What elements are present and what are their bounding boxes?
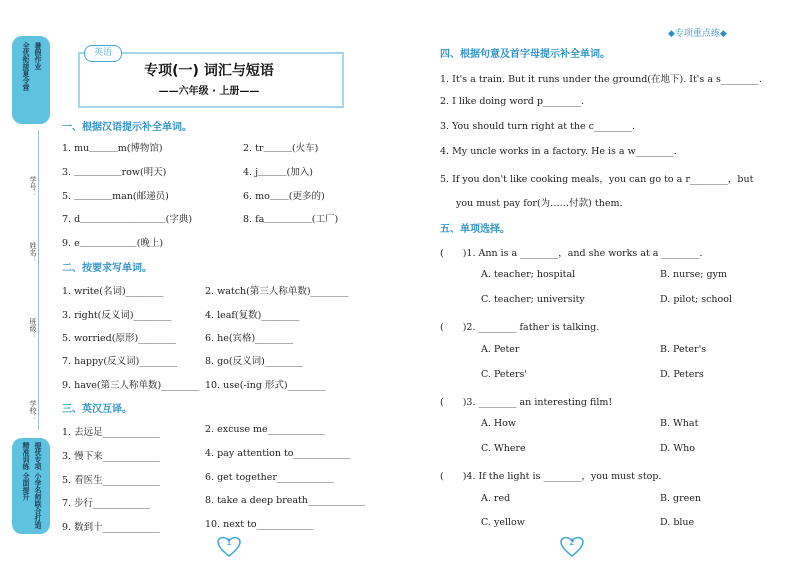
section-3-title: 三、英汉互译。 bbox=[62, 404, 132, 415]
option: C. yellow bbox=[481, 517, 525, 528]
option: C. Peters' bbox=[481, 369, 528, 380]
page-subtitle: ——六年级 · 上册—— bbox=[158, 86, 260, 97]
s4-item: 3. You should turn right at the c________. bbox=[440, 121, 636, 132]
s3-item: 2. excuse me____________ bbox=[205, 424, 325, 435]
subject-badge: 英语 bbox=[84, 45, 122, 62]
option: C. teacher; university bbox=[481, 294, 585, 305]
s4-item: 1. It's a train. But it runs under the ground(在地下). It's a s________. bbox=[440, 74, 762, 85]
sidebar-divider bbox=[38, 130, 39, 430]
sidebar-bottom-banner bbox=[12, 438, 50, 534]
option: A. Peter bbox=[481, 344, 520, 355]
sidebar-top-text-a: 暑假作业 bbox=[34, 42, 42, 70]
s2-item: 5. worried(原形)________ bbox=[62, 333, 177, 344]
s1-item: 8. fa＿＿＿＿＿(工厂) bbox=[243, 214, 339, 225]
s1-item: 4. j＿＿＿(加入) bbox=[243, 167, 313, 178]
school-label: 学校： bbox=[29, 400, 37, 421]
section-5-title: 五、单项选择。 bbox=[440, 224, 510, 235]
s1-item: 1. mu＿＿＿m(博物馆) bbox=[62, 143, 163, 154]
s2-item: 7. happy(反义词)________ bbox=[62, 356, 178, 367]
s4-item: 5. If you don't like cooking meals，you can go to a r________，but bbox=[440, 174, 754, 185]
sidebar-bottom-text-b: 精准训练 全面提升 bbox=[22, 442, 30, 501]
question-1: ( )1. Ann is a ________，and she works at a ________. bbox=[440, 248, 703, 259]
section-2-title: 二、按要求写单词。 bbox=[62, 263, 152, 274]
top-right-tag: ◆专项重点练◆ bbox=[668, 29, 727, 39]
s2-item: 10. use(-ing 形式)________ bbox=[205, 380, 326, 391]
s2-item: 8. go(反义词)________ bbox=[205, 356, 303, 367]
section-4-title: 四、根据句意及首字母提示补全单词。 bbox=[440, 49, 610, 60]
s2-item: 1. write(名词)________ bbox=[62, 286, 164, 297]
option: D. Peters bbox=[660, 369, 704, 380]
option: D. blue bbox=[660, 517, 695, 528]
option: B. green bbox=[660, 493, 702, 504]
option: D. pilot; school bbox=[660, 294, 733, 305]
s1-item: 7. d＿＿＿＿＿＿＿＿＿(字典) bbox=[62, 214, 193, 225]
option: C. Where bbox=[481, 443, 526, 454]
s3-item: 5. 看医生____________ bbox=[62, 475, 160, 486]
s2-item: 4. leaf(复数)________ bbox=[205, 310, 300, 321]
s2-item: 9. have(第三人称单数)________ bbox=[62, 380, 200, 391]
sidebar-top-text-b: 全优衔接夏令营 bbox=[22, 42, 30, 91]
s3-item: 6. get together____________ bbox=[205, 472, 334, 483]
name-label: 姓名： bbox=[29, 242, 37, 263]
page-number-left: 1 bbox=[226, 538, 232, 548]
sidebar-bottom-text-a: 提优专项 小学名师联合打造 bbox=[34, 442, 42, 529]
s3-item: 3. 慢下来____________ bbox=[62, 451, 160, 462]
option: B. What bbox=[660, 418, 699, 429]
s1-item: 9. e＿＿＿＿＿＿(晚上) bbox=[62, 238, 164, 249]
s2-item: 2. watch(第三人称单数)________ bbox=[205, 286, 349, 297]
s4-item-continued: you must pay for(为……付款) them. bbox=[456, 198, 623, 209]
s4-item: 4. My uncle works in a factory. He is a w________. bbox=[440, 146, 677, 157]
s2-item: 3. right(反义词)________ bbox=[62, 310, 172, 321]
s3-item: 7. 步行____________ bbox=[62, 498, 151, 509]
question-4: ( )4. If the light is ________，you must stop. bbox=[440, 471, 662, 482]
s3-item: 10. next to____________ bbox=[205, 519, 314, 530]
option: B. Peter's bbox=[660, 344, 707, 355]
section-1-title: 一、根据汉语提示补全单词。 bbox=[62, 122, 192, 133]
s2-item: 6. he(宾格)________ bbox=[205, 333, 294, 344]
option: D. Who bbox=[660, 443, 695, 454]
option: A. How bbox=[481, 418, 517, 429]
s3-item: 1. 去远足____________ bbox=[62, 427, 160, 438]
option: B. nurse; gym bbox=[660, 269, 727, 280]
page-title: 专项(一) 词汇与短语 bbox=[144, 63, 274, 79]
s1-item: 5. ＿＿＿＿man(邮递员) bbox=[62, 191, 169, 202]
s1-item: 3. ＿＿＿＿＿row(明天) bbox=[62, 167, 167, 178]
page-number-right: 2 bbox=[569, 538, 575, 548]
s1-item: 6. mo＿＿(更多的) bbox=[243, 191, 325, 202]
s3-item: 9. 数到十____________ bbox=[62, 522, 160, 533]
student-number-label: 学号： bbox=[29, 176, 37, 197]
s4-item: 2. I like doing word p________. bbox=[440, 96, 584, 107]
question-3: ( )3. ________ an interesting film! bbox=[440, 397, 613, 408]
s1-item: 2. tr＿＿＿(火车) bbox=[243, 143, 319, 154]
class-label: 班级： bbox=[29, 318, 37, 339]
s3-item: 4. pay attention to____________ bbox=[205, 448, 351, 459]
sidebar-top-banner bbox=[12, 36, 50, 124]
s3-item: 8. take a deep breath____________ bbox=[205, 495, 365, 506]
option: A. red bbox=[481, 493, 511, 504]
question-2: ( )2. ________ father is talking. bbox=[440, 322, 600, 333]
option: A. teacher; hospital bbox=[481, 269, 576, 280]
